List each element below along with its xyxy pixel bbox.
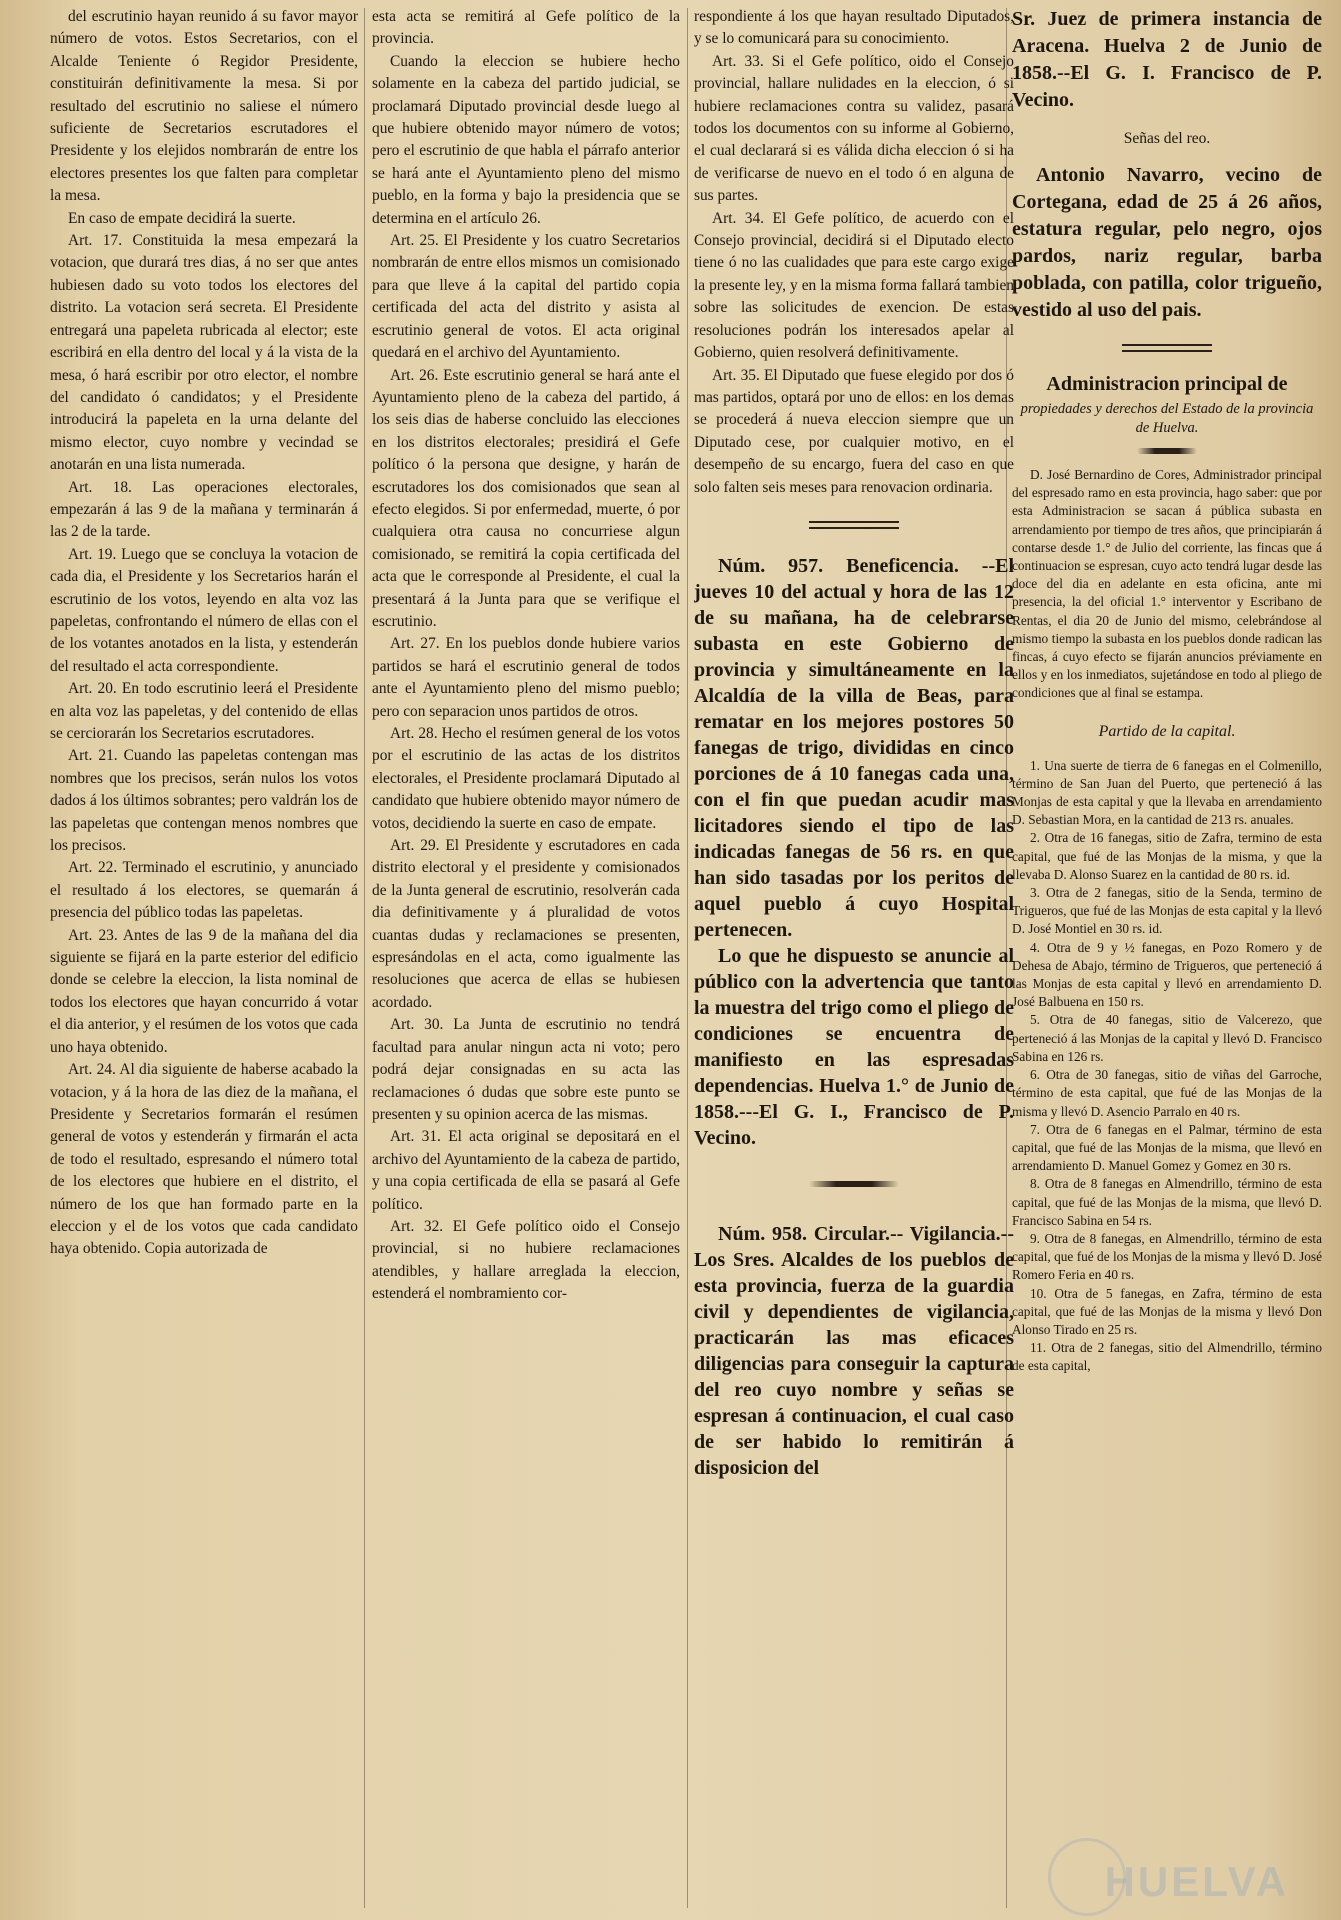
property-item: 9. Otra de 8 fanegas, en Almendrillo, término de esta capital, que fué de los Monjas de la misma y llevó D. José Romero Feria en 40 rs. bbox=[1012, 1230, 1322, 1283]
article-22: Art. 22. Terminado el escrutinio, y anunciado el resultado á los electores, se quemarán á presencia del público todas las papeletas. bbox=[50, 859, 358, 922]
senas-heading: Señas del reo. bbox=[1123, 130, 1211, 147]
section-separator bbox=[1122, 344, 1212, 352]
property-item: 5. Otra de 40 fanegas, sitio de Valcerezo, que perteneció á las Monjas de la capital y llevó D. Francisco Sabina en 126 rs. bbox=[1012, 1012, 1322, 1064]
notice-958: Núm. 958. Circular.-- Vigilancia.--Los Sres. Alcaldes de los pueblos de esta provincia, fuerza de la guardia civil y dependientes de vigilancia, practicarán las mas eficaces diligencias para conseguir la captura del reo cuyo nombre y señas se espresan á continuacion, el cual caso de ser habido lo remitirán á disposicion del bbox=[694, 1222, 1014, 1479]
property-item: 7. Otra de 6 fanegas en el Palmar, término de esta capital, que fué de las Monjas de la misma, que llevó en arrendamiento D. Manuel Gomez y Gomez en 30 rs. bbox=[1012, 1121, 1322, 1174]
watermark-logo: HUELVA bbox=[1104, 1858, 1289, 1905]
article-24: Art. 24. Al dia siguiente de haberse acabado la votacion, y á la hora de las diez de la mañana, el Presidente y Secretarios formarán el resúmen general de votos y estenderán y firmarán el acta de todo el resultado, espresando el número total de los electores que hubiere en el distrito, el número de los que han formado parte en la eleccion y el de los votos que cada candidato haya obtenido. Copia autorizada de bbox=[50, 1061, 358, 1258]
partido-heading: Partido de la capital. bbox=[1098, 722, 1236, 740]
admin-subtitle: propiedades y derechos del Estado de la provincia de Huelva. bbox=[1020, 401, 1314, 436]
section-separator bbox=[1137, 448, 1197, 454]
paragraph: esta acta se remitirá al Gefe político de la provincia. bbox=[372, 8, 680, 48]
notice-957-closing: Lo que he dispuesto se anuncie al público con la advertencia que tanto la muestra del trigo como el pliego de condiciones se encuentra de manifiesto en las espresadas dependencias. Huelva 1.° de Junio de 1858.---El G. I., Francisco de P. Vecino. bbox=[694, 944, 1014, 1149]
article-35: Art. 35. El Diputado que fuese elegido por dos ó mas partidos, optará por uno de ellos: en los demas se procederá á nueva eleccion siempre que un Diputado cese, por cualquier motivo, en el desempeño de su encargo, fuera del caso en que solo falten seis meses para renovacion ordinaria. bbox=[694, 366, 1014, 496]
article-32: Art. 32. El Gefe político oido el Consejo provincial, si no hubiere reclamaciones atendibles, y hallare arreglada la eleccion, estenderá el nombramiento cor- bbox=[372, 1217, 680, 1303]
article-29: Art. 29. El Presidente y escrutadores en cada distrito electoral y el presidente y comisionados de la Junta general de escrutinio, resolverán cada dia definitivamente y á pluralidad de votos cuantas dudas y reclamaciones se presenten, espresándolas en el acta, como igualmente las resoluciones que acerca de ellas se hubiesen acordado. bbox=[372, 837, 680, 1011]
article-31: Art. 31. El acta original se depositará en el archivo del Ayuntamiento de la cabeza de partido, y una copia certificada de ella se pasará al Gefe político. bbox=[372, 1128, 680, 1213]
property-item: 4. Otra de 9 y ½ fanegas, en Pozo Romero y de Dehesa de Abajo, término de Trigueros, que perteneció á las Monjas de esta capital y llevó en arrendamiento D. José Balbuena en 150 rs. bbox=[1012, 939, 1322, 1010]
paragraph: Cuando la eleccion se hubiere hecho solamente en la cabeza del partido judicial, se proclamará Diputado provincial desde luego al que hubiere obtenido mayor número de votos; pero el escrutinio de que habla el párrafo anterior se hará ante el Ayuntamiento pleno del mismo pueblo, en la forma y bajo la presidencia que se determina en el artículo 26. bbox=[372, 52, 680, 227]
article-27: Art. 27. En los pueblos donde hubiere varios partidos se hará el escrutinio general de todos ante el Ayuntamiento pleno del mismo pueblo; pero con separacion unos partidos de otros. bbox=[372, 635, 680, 720]
article-21: Art. 21. Cuando las papeletas contengan mas nombres que los precisos, serán nulos los votos dados á los últimos sobrantes; pero valdrán los de las papeletas que contengan menos nombres que los precisos. bbox=[50, 747, 358, 855]
column-1 bbox=[50, 6, 358, 1912]
notice-957: Núm. 957. Beneficencia. --El jueves 10 del actual y hora de las 12 de su mañana, ha de celebrarse subasta en este Gobierno de provincia y simultáneamente en la Alcaldía de la villa de Beas, para rematar en los mejores postores 50 fanegas de trigo, divididas en cinco porciones de á 10 fanegas cada una, con el fin que puedan acudir mas licitadores siendo el tipo de las indicadas fanegas de 56 rs. en que han sido tasadas por los peritos de aquel pueblo á cuyo Hospital pertenecen. bbox=[694, 554, 1014, 941]
article-26: Art. 26. Este escrutinio general se hará ante el Ayuntamiento pleno de la cabeza del partido, á los seis dias de haberse concluido las elecciones en los distritos electorales; presidirá el Gefe político ó la persona que designe, y harán de escrutadores los dos comisionados que sean al efecto elegidos. Si por enfermedad, muerte, ó por cualquiera otra causa no concurriese algun comisionado, se remitirá la copia certificada del acta que le corresponde al Presidente, el cual la presentará á la Junta para que se verifique el escrutinio. bbox=[372, 366, 680, 630]
notice-958-end: Sr. Juez de primera instancia de Aracena. Huelva 2 de Junio de 1858.--El G. I. Francisco de P. Vecino. bbox=[1012, 8, 1322, 111]
article-28: Art. 28. Hecho el resúmen general de los votos por el escrutinio de las actas de los distritos electorales, el Presidente proclamará Diputado al candidato que hubiere obtenido mayor número de votos, decidiendo la suerte en caso de empate. bbox=[372, 725, 680, 832]
paragraph: En caso de empate decidirá la suerte. bbox=[68, 209, 296, 227]
property-item: 11. Otra de 2 fanegas, sitio del Almendrillo, término de esta capital, bbox=[1012, 1340, 1322, 1374]
admin-title: Administracion principal de bbox=[1046, 373, 1288, 395]
article-18: Art. 18. Las operaciones electorales, empezarán á las 9 de la mañana y terminarán á las 2 de la tarde. bbox=[50, 478, 358, 541]
column-4 bbox=[1012, 6, 1322, 1912]
article-30: Art. 30. La Junta de escrutinio no tendrá facultad para anular ningun acta ni voto; pero podrá dejar consignadas en su acta las reclamaciones ó dudas que sobre este punto se presenten y su opinion acerca de las mismas. bbox=[372, 1016, 680, 1123]
section-separator bbox=[809, 1181, 899, 1187]
article-23: Art. 23. Antes de las 9 de la mañana del dia siguiente se fijará en la parte esterior del edificio donde se celebre la eleccion, la lista nominal de todos los electores que hayan concurrido á votar el dia anterior, y el resúmen de los votos que cada uno haya obtenido. bbox=[50, 926, 358, 1056]
property-item: 3. Otra de 2 fanegas, sitio de la Senda, termino de Trigueros, que fué de las Monjas de esta capital y la llevó D. José Montiel en 30 rs. id. bbox=[1012, 885, 1322, 937]
property-item: 6. Otra de 30 fanegas, sitio de viñas del Garroche, término de esta capital, que fué de las Monjas de la misma y llevó D. Asencio Parralo en 40 rs. bbox=[1012, 1067, 1322, 1119]
column-divider bbox=[364, 8, 365, 1908]
paragraph: respondiente á los que hayan resultado Diputados, y se lo comunicará para su conocimiento. bbox=[694, 8, 1014, 48]
section-separator bbox=[809, 521, 899, 529]
reo-description: Antonio Navarro, vecino de Cortegana, edad de 25 á 26 años, estatura regular, pelo negro, ojos pardos, nariz regular, barba poblada, con patilla, color trigueño, vestido al uso del pais. bbox=[1012, 164, 1322, 321]
admin-intro: D. José Bernardino de Cores, Administrador principal del espresado ramo en esta provincia, hago saber: que por esta Administracion se sacan á pública subasta en arrendamiento por tiempo de tres años, que principiarán á contarse desde 1.° de Julio del corriente, las fincas que á continuacion se espresan, cuyo acto tendrá lugar desde las doce del dia en adelante en esta oficina, ante mi presencia, la del oficial 1.° interventor y Escribano de Rentas, el dia 20 de Junio del mismo, celebrándose al mismo tiempo la subasta en los pueblos donde radican las fincas, á cuyo efecto se fijarán anuncios préviamente en ellos y en los inmediatos, sujetándose en todo al pliego de condiciones que al final se estampa. bbox=[1012, 467, 1322, 701]
article-34: Art. 34. El Gefe político, de acuerdo con el Consejo provincial, decidirá si el Diputado electo tiene ó no las cualidades que para este cargo exige la presente ley, y en la misma forma fallará tambien sobre las solicitudes de exencion. De estas resoluciones podrán los interesados apelar al Gobierno, quien resolverá definitivamente. bbox=[694, 209, 1014, 362]
article-33: Art. 33. Si el Gefe político, oido el Consejo provincial, hallare nulidades en la eleccion, ó si hubiere reclamaciones contra su validez, pasará todos los documentos con su informe al Gobierno, el cual declarará si es válida dicha eleccion ó si ha de verificarse de nuevo en el todo ó en alguna de sus partes. bbox=[694, 52, 1014, 205]
property-item: 1. Una suerte de tierra de 6 fanegas en el Colmenillo, término de San Juan del Puerto, que perteneció á las Monjas de esta capital y que la llevaba en arrendamiento D. Sebastian Mora, en la cantidad de 213 rs. anuales. bbox=[1012, 757, 1322, 828]
column-divider bbox=[687, 8, 688, 1908]
column-3 bbox=[694, 6, 1014, 1912]
column-2 bbox=[372, 6, 680, 1912]
article-19: Art. 19. Luego que se concluya la votacion de cada dia, el Presidente y los Secretarios harán el escrutinio de los votos, leyendo en alta voz las papeletas, confrontando el número de ellas con el de los votantes anotados en la lista, y estenderán del resultado el acta correspondiente. bbox=[50, 545, 358, 675]
property-item: 2. Otra de 16 fanegas, sitio de Zafra, termino de esta capital, que fué de las Monjas de la misma, y que la llevaba D. Alonso Suarez en la cantidad de 80 rs. id. bbox=[1012, 830, 1322, 882]
article-25: Art. 25. El Presidente y los cuatro Secretarios nombrarán de entre ellos mismos un comisionado para que lleve á la capital del partido copia certificada del acta del distrito y asista al escrutinio general de votos. El acta original quedará en el archivo del Ayuntamiento. bbox=[372, 232, 680, 362]
property-item: 8. Otra de 8 fanegas en Almendrillo, término de esta capital, que fué de las Monjas de la misma, que llevó D. Francisco Sabina en 54 rs. bbox=[1012, 1176, 1322, 1228]
article-17: Art. 17. Constituida la mesa empezará la votacion, que durará tres dias, á no ser que antes hubiesen dado su voto todos los electores del distrito. La votacion será secreta. El Presidente entregará una papeleta rubricada al elector; este escribirá en ella dentro del local y á la vista de la mesa, ó hará escribir por otro elector, el nombre del candidato ó candidatos; y el Presidente introducirá la papeleta en la urna delante del mismo elector, cuyo nombre y vecindad se anotarán en una lista numerada. bbox=[50, 232, 358, 474]
article-20: Art. 20. En todo escrutinio leerá el Presidente en alta voz las papeletas, y del contenido de ellas se cerciorarán los Secretarios escrutadores. bbox=[50, 680, 358, 742]
paragraph: del escrutinio hayan reunido á su favor mayor número de votos. Estos Secretarios, con el Alcalde Teniente ó Regidor Presidente, constituirán definitivamente la mesa. Si por resultado del escrutinio no saliese el número suficiente de Secretarios escrutadores el Presidente y los elejidos nombrarán de entre los electores presentes los que falten para completar la mesa. bbox=[50, 8, 358, 205]
property-item: 10. Otra de 5 fanegas, en Zafra, término de esta capital, que fué de las Monjas de la misma y llevó Don Alonso Tirado en 25 rs. bbox=[1012, 1285, 1322, 1337]
